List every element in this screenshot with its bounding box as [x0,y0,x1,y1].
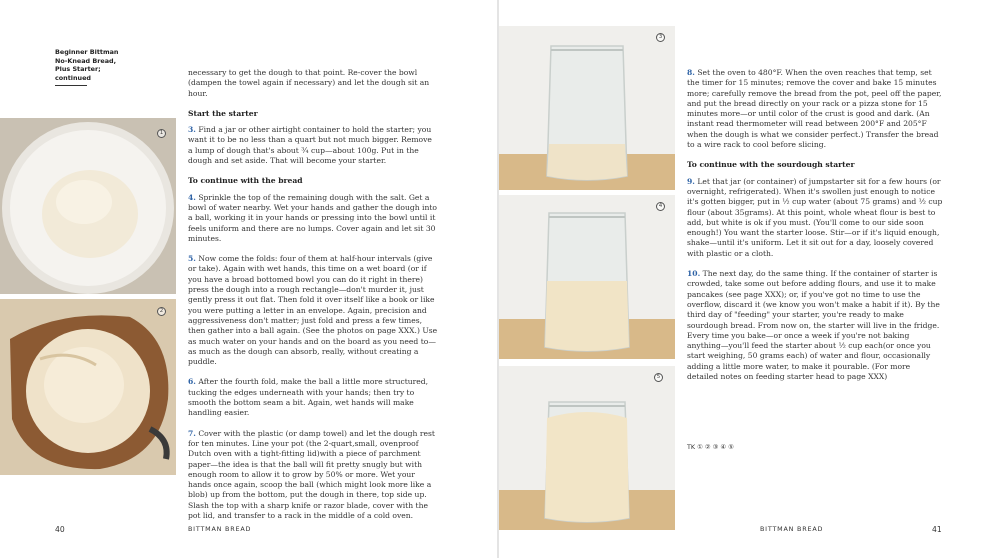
step-text: Cover with the plastic (or damp towel) and let the dough rest for ten minutes. Line your pot (the 2-quart,small, ovenproof Dutch oven with a tight-fitting lid)with a piece of parchment paper—the idea is that the ball will fit pretty snugly but with enough room to allow it to grow by 50% or more. Wet your hands once again, scoop the ball (which might look more like a blob) up from the bottom, put the dough in there, top side up. Slash the top with a sharp knife or razor blade, cover with the pot lid, and transfer to a rack in the middle of a cold oven. [188,428,435,520]
photo-starter-jar-3 [499,366,675,530]
photo-starter-jar-1 [499,26,675,190]
step-paragraph [687,269,943,382]
step-text: After the fourth fold, make the ball a little more structured, tucking the edges underneath with your hands; then try to smooth the bottom seam a bit. Again, wet hands will make handling easier. [188,377,429,418]
step-paragraph [188,377,438,418]
step-text: Now come the folds: four of them at half-hour intervals (give or take). Again with wet hands, this time on a wet board (or if you have a broad bottomed bowl you can do it right in there) press the dough into a rough rectangle—don't murder it, just gently press it out flat. Then fold it over itself like a book or like you were putting a letter in an envelope. Again, precision and aggressiveness don't matter; just fold and press a few times, then gather into a ball again. (See the photos on page XXX.) Use as much water on your hands and on the board as you need to—as much as the dough can absorb, really, without creating a puddle. [188,254,438,367]
step-badge: 5 [654,373,663,382]
step-number: 4. [188,192,196,202]
right-page [499,0,996,558]
page-number: 41 [932,525,942,534]
sidebar-line: Plus Starter; [55,65,101,74]
step-text: The next day, do the same thing. If the container of starter is crowded, take some out before adding flours, and use it to make pancakes (see page XXX); or, if you've got no time to use the overflow, discard it (we know you won't make a habit if it). By the third day of "feeding" your starter, you're ready to make sourdough bread. From now on, the starter will live in the fridge. Every time you bake—or once a week if you're not baking anything—you'll feed the starter about ½ cup each(or once you start weighing, 50 grams each) of water and flour, occasionally adding a little more water, to make it pourable. (For more detailed notes on feeding starter head to page XXX) [687,269,940,382]
step-number: 5. [188,254,196,264]
step-badge: 2 [157,307,166,316]
step-text: Let that jar (or container) of jumpstarter sit for a few hours (or overnight, refrigerated). When it's swollen just enough to notice it's gotten bigger, put in ½ cup water (about 75 grams) and ½ cup flour (about 35grams). At this point, whole wheat flour is best to add, but white is ok if you must. (You'll come to our side soon enough!) You want the starter loose. Stir—or if it's liquid enough, shake—until it's uniform. Let it sit out for a day, loosely covered with plastic or a cloth. [687,176,943,258]
step-text: Find a jar or other airtight container to hold the starter; you want it to be no less than a quart but not much bigger. Remove a lump of dough that's about ¾ cup—about 100g. Put in the dough and set aside. That will become your starter. [188,125,432,166]
page-number: 40 [55,525,65,534]
step-badge: 3 [656,33,665,42]
step-paragraph [687,177,943,259]
step-paragraph [188,254,438,367]
sidebar-line: No-Knead Bread, [55,56,117,65]
step-text: Sprinkle the top of the remaining dough with the salt. Get a bowl of water nearby. Wet your hands and gather the dough into a ball, working it in your hands or pressing into the bowl until it feels uniform and there are no lumps. Cover again and let sit 30 minutes. [188,192,437,243]
heading-start-the-starter: Start the starter [188,108,258,118]
step-text: Set the oven to 480°F. When the oven reaches that temp, set the timer for 15 minutes; remove the cover and bake 15 minutes more; carefully remove the bread from the pot, peel off the paper, and put the bread directly on your rack or a pizza stone for 15 minutes more—or until color of the crust is good and dark. (An instant read thermometer will read between 200°F and 205°F when the dough is what we consider perfect.) Transfer the bread to a wire rack to cool before slicing. [687,68,942,150]
intro-paragraph: necessary to get the dough to that point. Re-cover the bowl (dampen the towel again if necessary) and let the dough sit an hour. [188,68,430,98]
recipe-sidebar-note [55,48,125,86]
sidebar-line: continued [55,73,91,82]
loaf-illustration [0,299,176,475]
sidebar-line: Beginner Bittman [55,48,119,56]
running-head: BITTMAN BREAD [188,525,252,533]
photo-starter-jar-2 [499,195,675,359]
step-number: 10. [687,269,701,279]
photo-dough-in-bowl [0,118,176,294]
step-paragraph [188,429,438,522]
jar-illustration [499,195,675,359]
heading-continue-with-starter: To continue with the sourdough starter [687,160,855,170]
step-number: 3. [188,125,196,135]
step-number: 9. [687,176,695,186]
step-paragraph [188,125,438,166]
step-badge: 4 [656,202,665,211]
tk-placeholder: TK ① ② ③ ④ ⑤ [687,443,734,451]
dough-bowl-illustration [0,118,176,294]
photo-loaf-in-parchment [0,299,176,475]
step-paragraph [687,68,943,150]
step-number: 8. [687,68,695,77]
heading-continue-with-bread: To continue with the bread [188,176,303,186]
left-page [0,0,497,558]
running-head: BITTMAN BREAD [760,525,824,533]
step-number: 7. [188,428,196,438]
jar-illustration [499,366,675,530]
step-paragraph [188,193,438,244]
right-text-column [687,68,943,392]
jar-illustration [499,26,675,190]
left-text-column [188,68,438,531]
sidebar-rule [55,85,87,86]
step-badge: 1 [157,129,166,138]
step-number: 6. [188,377,196,387]
